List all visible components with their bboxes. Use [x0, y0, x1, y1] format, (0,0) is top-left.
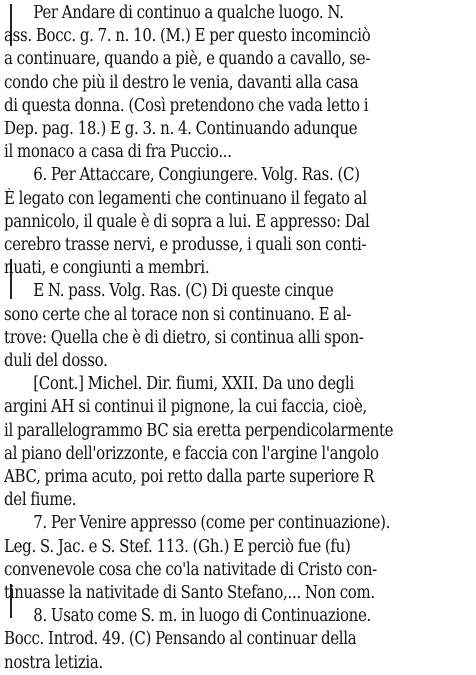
text-line: duli del dosso. — [4, 351, 108, 372]
section-heading-8: 8. Usato come S. m. in luogo di Continuazione. — [33, 606, 372, 627]
text-line: condo che più il destro le venia, davanti alla casa — [4, 72, 359, 93]
text-line: convenevole cosa che co'la nativitade di Cristo con- — [4, 559, 377, 580]
text-line: il monaco a casa di fra Puccio... — [4, 142, 232, 163]
text-line: ABC, prima acuto, poi retto dalla parte superiore R — [4, 467, 375, 488]
text-line: Leg. S. Jac. e S. Stef. 113. (Gh.) E perciò fue (fu) — [4, 536, 351, 557]
text-line: E N. pass. Volg. Ras. (C) Di queste cinque — [33, 281, 334, 302]
text-line: ass. Bocc. g. 7. n. 10. (M.) E per questo incominciò — [4, 26, 371, 47]
text-line: tinuasse la nativitade di Santo Stefano,... Non com. — [4, 583, 375, 604]
text-line: nostra letizia. — [4, 652, 103, 673]
text-line: pannicolo, il quale è di sopra a lui. E appresso: Dal — [4, 211, 370, 232]
text-line: al piano dell'orizzonte, e faccia con l'argine l'angolo — [4, 443, 379, 464]
section-heading-6: 6. Per Attaccare, Congiungere. Volg. Ras. (C) — [33, 165, 360, 186]
text-line: nuati, e congiunti a membri. — [4, 258, 210, 279]
text-line: di questa donna. (Così pretendono che vada letto i — [4, 95, 369, 116]
text-line: Bocc. Introd. 49. (C) Pensando al continuar della — [4, 629, 357, 650]
text-line: del fiume. — [4, 490, 77, 511]
text-line: argini AH si continui il pignone, la cui faccia, cioè, — [4, 397, 367, 418]
text-line: Per Andare di continuo a qualche luogo. N. — [33, 3, 344, 23]
text-line: il parallelogrammo BC sia eretta perpendicolarmente — [4, 420, 394, 441]
section-heading-7: 7. Per Venire appresso (come per continuazione). — [33, 513, 391, 534]
text-line: È legato con legamenti che continuano il fegato al — [4, 188, 367, 209]
text-line: a continuare, quando a piè, e quando a cavallo, se- — [4, 49, 371, 70]
text-line: [Cont.] Michel. Dir. fiumi, XXII. Da uno degli — [33, 374, 354, 395]
text-line: Dep. pag. 18.) E g. 3. n. 4. Continuando adunque — [4, 119, 358, 140]
text-line: cerebro trasse nervi, e produsse, i quali son conti- — [4, 235, 367, 256]
text-line: sono certe che al torace non si continuano. E al- — [4, 304, 352, 325]
text-line: trove: Quella che è di dietro, si continua alli spon- — [4, 327, 364, 348]
